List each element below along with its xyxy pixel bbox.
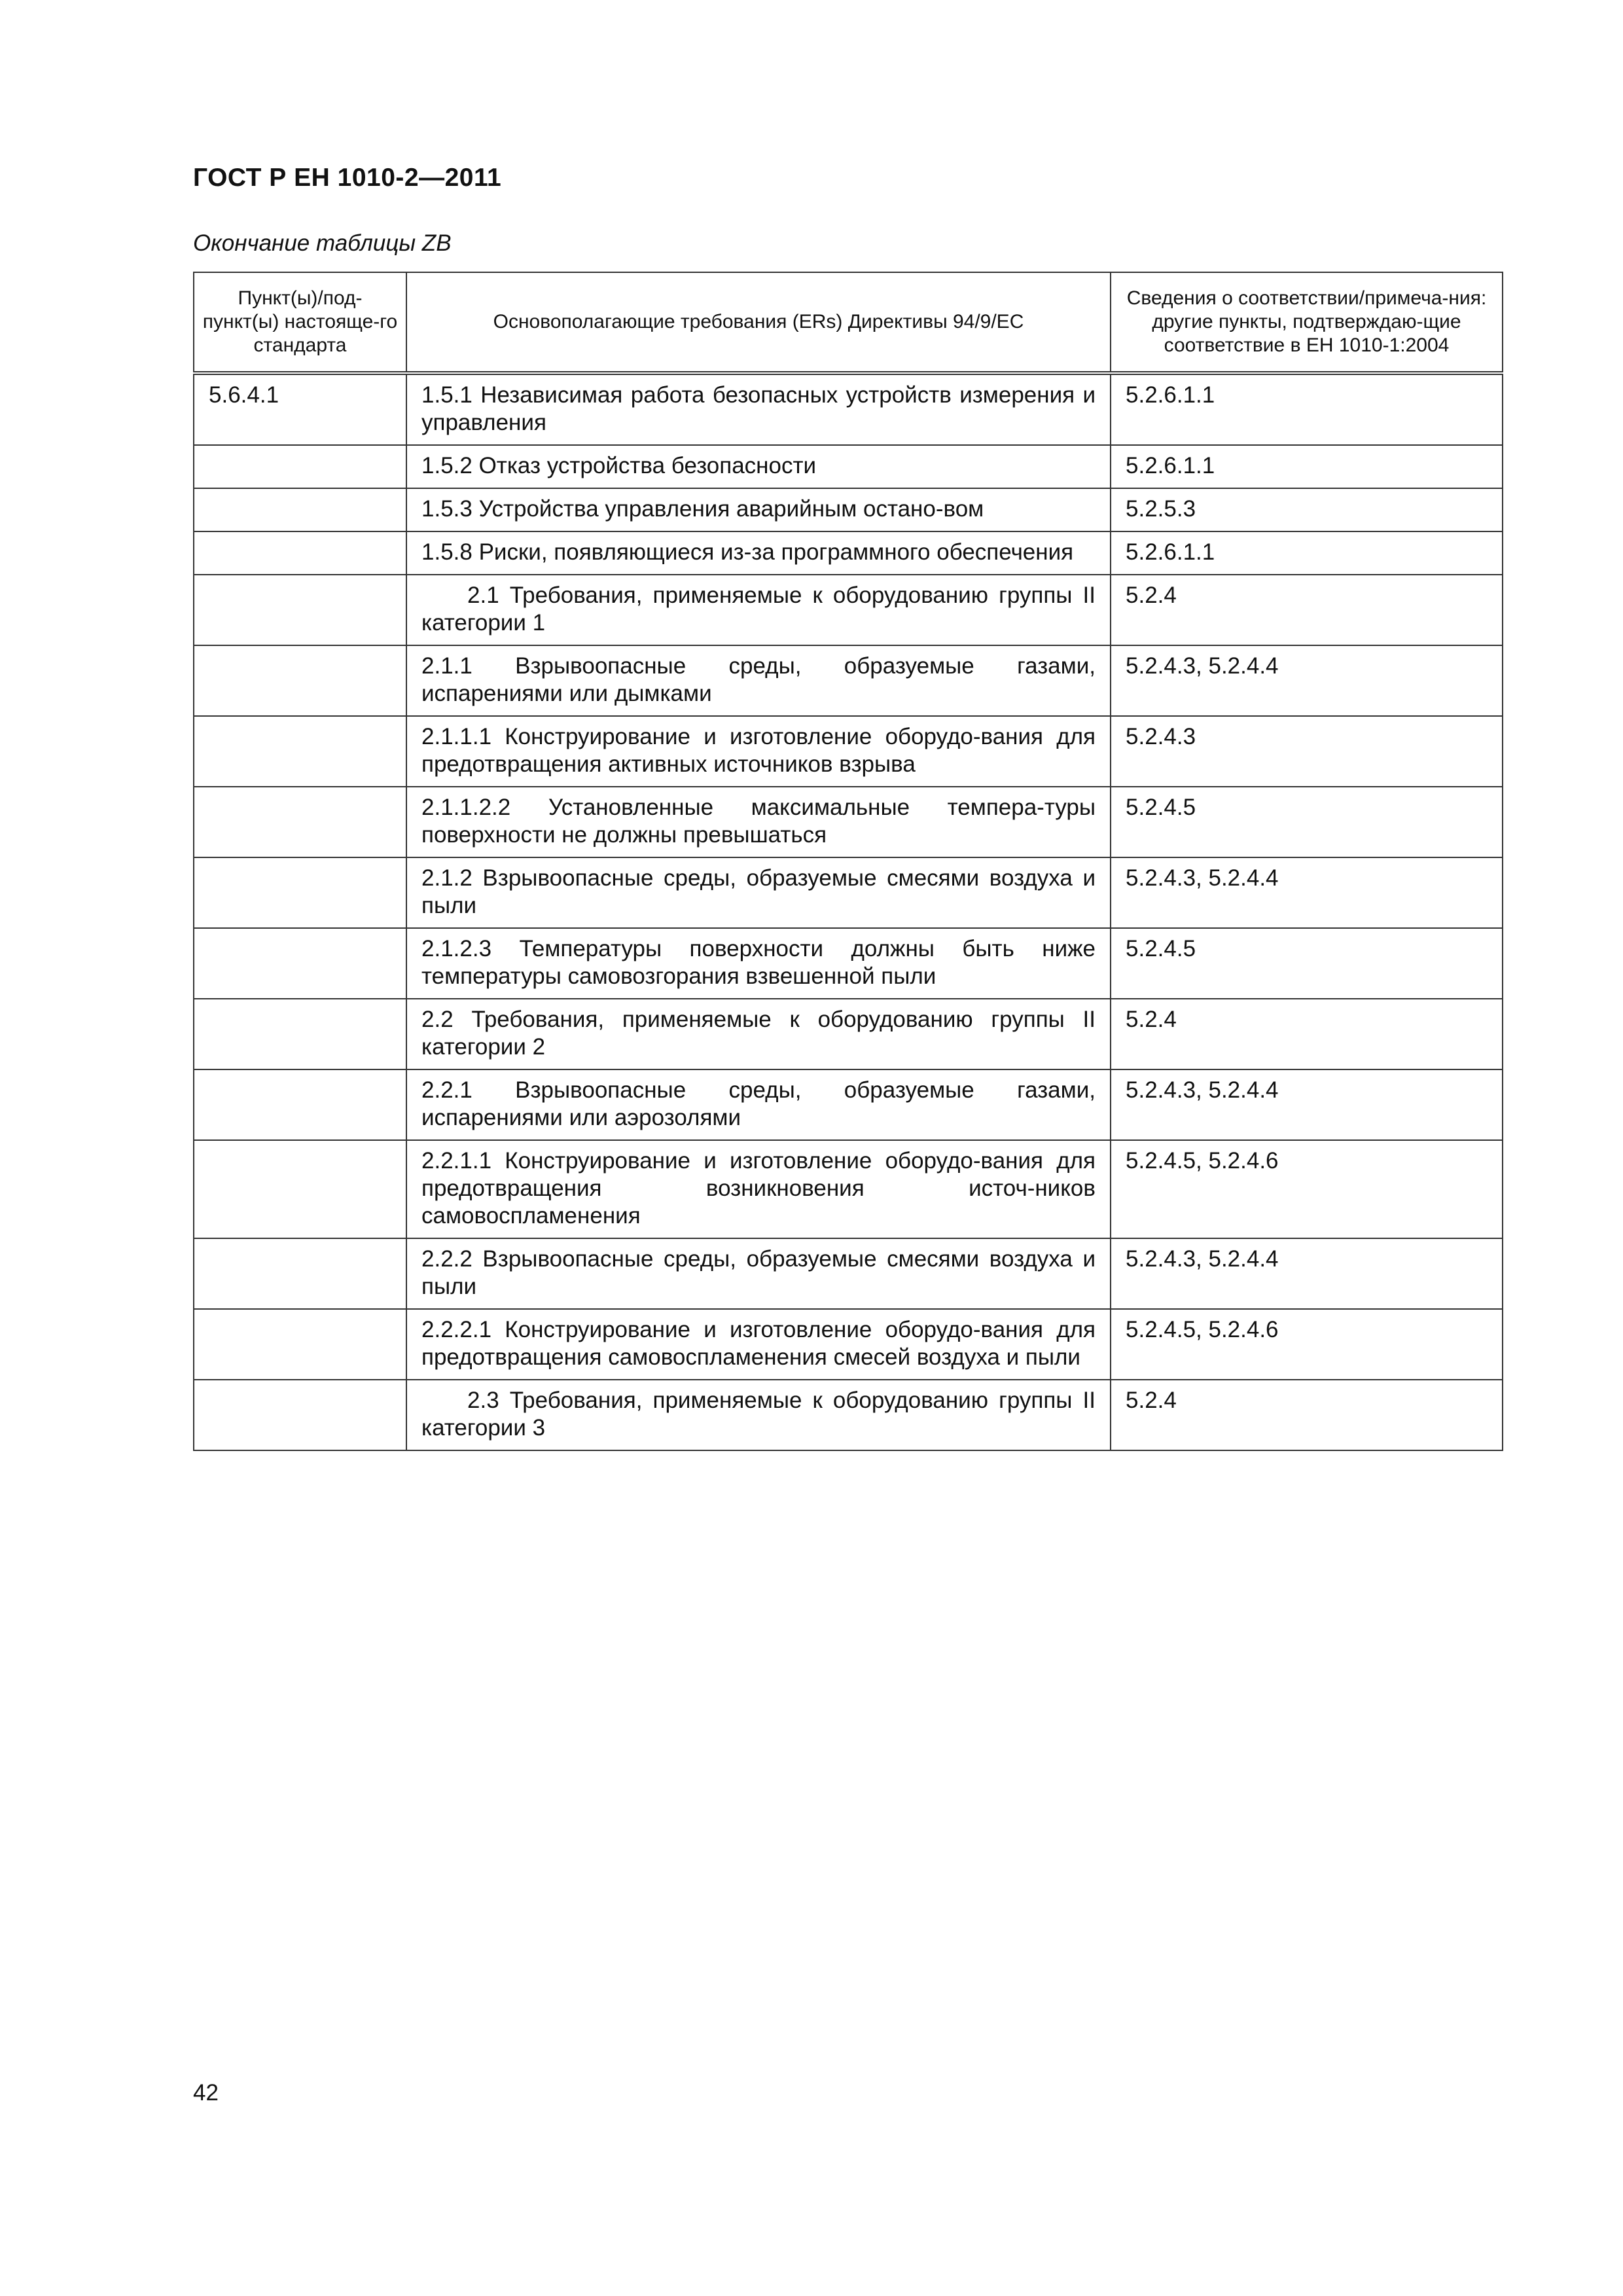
document-header: ГОСТ Р ЕН 1010-2—2011 [193, 164, 502, 192]
requirement-cell: 2.2.1.1 Конструирование и изготовление оборудо-вания для предотвращения возникновения источ-ников самовоспламенения [406, 1140, 1111, 1238]
column-header-conformity: Сведения о соответствии/примеча-ния: другие пункты, подтверждаю-щие соответствие в ЕН 1010-1:2004 [1111, 272, 1503, 373]
table-row [194, 445, 1503, 488]
table-row [194, 857, 1503, 928]
table-row [194, 531, 1503, 575]
requirement-cell: 2.2 Требования, применяемые к оборудованию группы II категории 2 [406, 999, 1111, 1069]
clause-cell [194, 1140, 406, 1238]
table-row [194, 928, 1503, 999]
table-row [194, 1380, 1503, 1450]
conformity-cell: 5.2.4 [1111, 1380, 1503, 1450]
clause-cell [194, 787, 406, 857]
conformity-cell: 5.2.4.5, 5.2.4.6 [1111, 1309, 1503, 1380]
table-row [194, 645, 1503, 716]
conformity-cell: 5.2.5.3 [1111, 488, 1503, 531]
table-row [194, 999, 1503, 1069]
conformity-cell: 5.2.4.3, 5.2.4.4 [1111, 645, 1503, 716]
clause-cell [194, 531, 406, 575]
requirement-cell: 2.1.2.3 Температуры поверхности должны быть ниже температуры самовозгорания взвешенной пыли [406, 928, 1111, 999]
requirements-table [193, 272, 1503, 1451]
column-header-clause: Пункт(ы)/под-пункт(ы) настояще-го стандарта [194, 272, 406, 373]
requirement-cell: 1.5.3 Устройства управления аварийным остано-вом [406, 488, 1111, 531]
clause-cell [194, 716, 406, 787]
column-header-requirement: Основополагающие требования (ERs) Директивы 94/9/EC [406, 272, 1111, 373]
table-row [194, 716, 1503, 787]
requirement-cell: 2.1 Требования, применяемые к оборудованию группы II категории 1 [406, 575, 1111, 645]
conformity-cell: 5.2.6.1.1 [1111, 445, 1503, 488]
table-body [194, 373, 1503, 1450]
clause-cell [194, 645, 406, 716]
requirement-cell: 2.1.1 Взрывоопасные среды, образуемые газами, испарениями или дымками [406, 645, 1111, 716]
conformity-cell: 5.2.6.1.1 [1111, 531, 1503, 575]
conformity-cell: 5.2.4 [1111, 575, 1503, 645]
conformity-cell: 5.2.4.3, 5.2.4.4 [1111, 1238, 1503, 1309]
table-row [194, 1140, 1503, 1238]
clause-cell [194, 1238, 406, 1309]
clause-cell: 5.6.4.1 [194, 373, 406, 445]
conformity-cell: 5.2.4.3, 5.2.4.4 [1111, 857, 1503, 928]
clause-cell [194, 1380, 406, 1450]
clause-cell [194, 928, 406, 999]
table-row [194, 488, 1503, 531]
table-header-row [194, 272, 1503, 373]
requirement-cell: 2.2.2.1 Конструирование и изготовление оборудо-вания для предотвращения самовоспламенения смесей воздуха и пыли [406, 1309, 1111, 1380]
table-row [194, 373, 1503, 445]
clause-cell [194, 488, 406, 531]
table-row [194, 575, 1503, 645]
requirement-cell: 2.2.2 Взрывоопасные среды, образуемые смесями воздуха и пыли [406, 1238, 1111, 1309]
requirement-cell: 2.3 Требования, применяемые к оборудованию группы II категории 3 [406, 1380, 1111, 1450]
conformity-cell: 5.2.4.5, 5.2.4.6 [1111, 1140, 1503, 1238]
clause-cell [194, 575, 406, 645]
conformity-cell: 5.2.4.3 [1111, 716, 1503, 787]
requirement-cell: 2.1.1.2.2 Установленные максимальные темпера-туры поверхности не должны превышаться [406, 787, 1111, 857]
table-row [194, 1309, 1503, 1380]
clause-cell [194, 1309, 406, 1380]
requirement-cell: 1.5.1 Независимая работа безопасных устройств измерения и управления [406, 373, 1111, 445]
clause-cell [194, 857, 406, 928]
conformity-cell: 5.2.6.1.1 [1111, 373, 1503, 445]
clause-cell [194, 999, 406, 1069]
page-number: 42 [193, 2080, 219, 2106]
table-row [194, 1238, 1503, 1309]
table-row [194, 787, 1503, 857]
conformity-cell: 5.2.4 [1111, 999, 1503, 1069]
table-caption: Окончание таблицы ZB [193, 230, 452, 256]
conformity-cell: 5.2.4.5 [1111, 787, 1503, 857]
table-row [194, 1069, 1503, 1140]
clause-cell [194, 445, 406, 488]
requirement-cell: 2.2.1 Взрывоопасные среды, образуемые газами, испарениями или аэрозолями [406, 1069, 1111, 1140]
requirement-cell: 2.1.2 Взрывоопасные среды, образуемые смесями воздуха и пыли [406, 857, 1111, 928]
conformity-cell: 5.2.4.3, 5.2.4.4 [1111, 1069, 1503, 1140]
conformity-cell: 5.2.4.5 [1111, 928, 1503, 999]
clause-cell [194, 1069, 406, 1140]
requirement-cell: 1.5.2 Отказ устройства безопасности [406, 445, 1111, 488]
requirement-cell: 1.5.8 Риски, появляющиеся из-за программного обеспечения [406, 531, 1111, 575]
requirement-cell: 2.1.1.1 Конструирование и изготовление оборудо-вания для предотвращения активных источников взрыва [406, 716, 1111, 787]
